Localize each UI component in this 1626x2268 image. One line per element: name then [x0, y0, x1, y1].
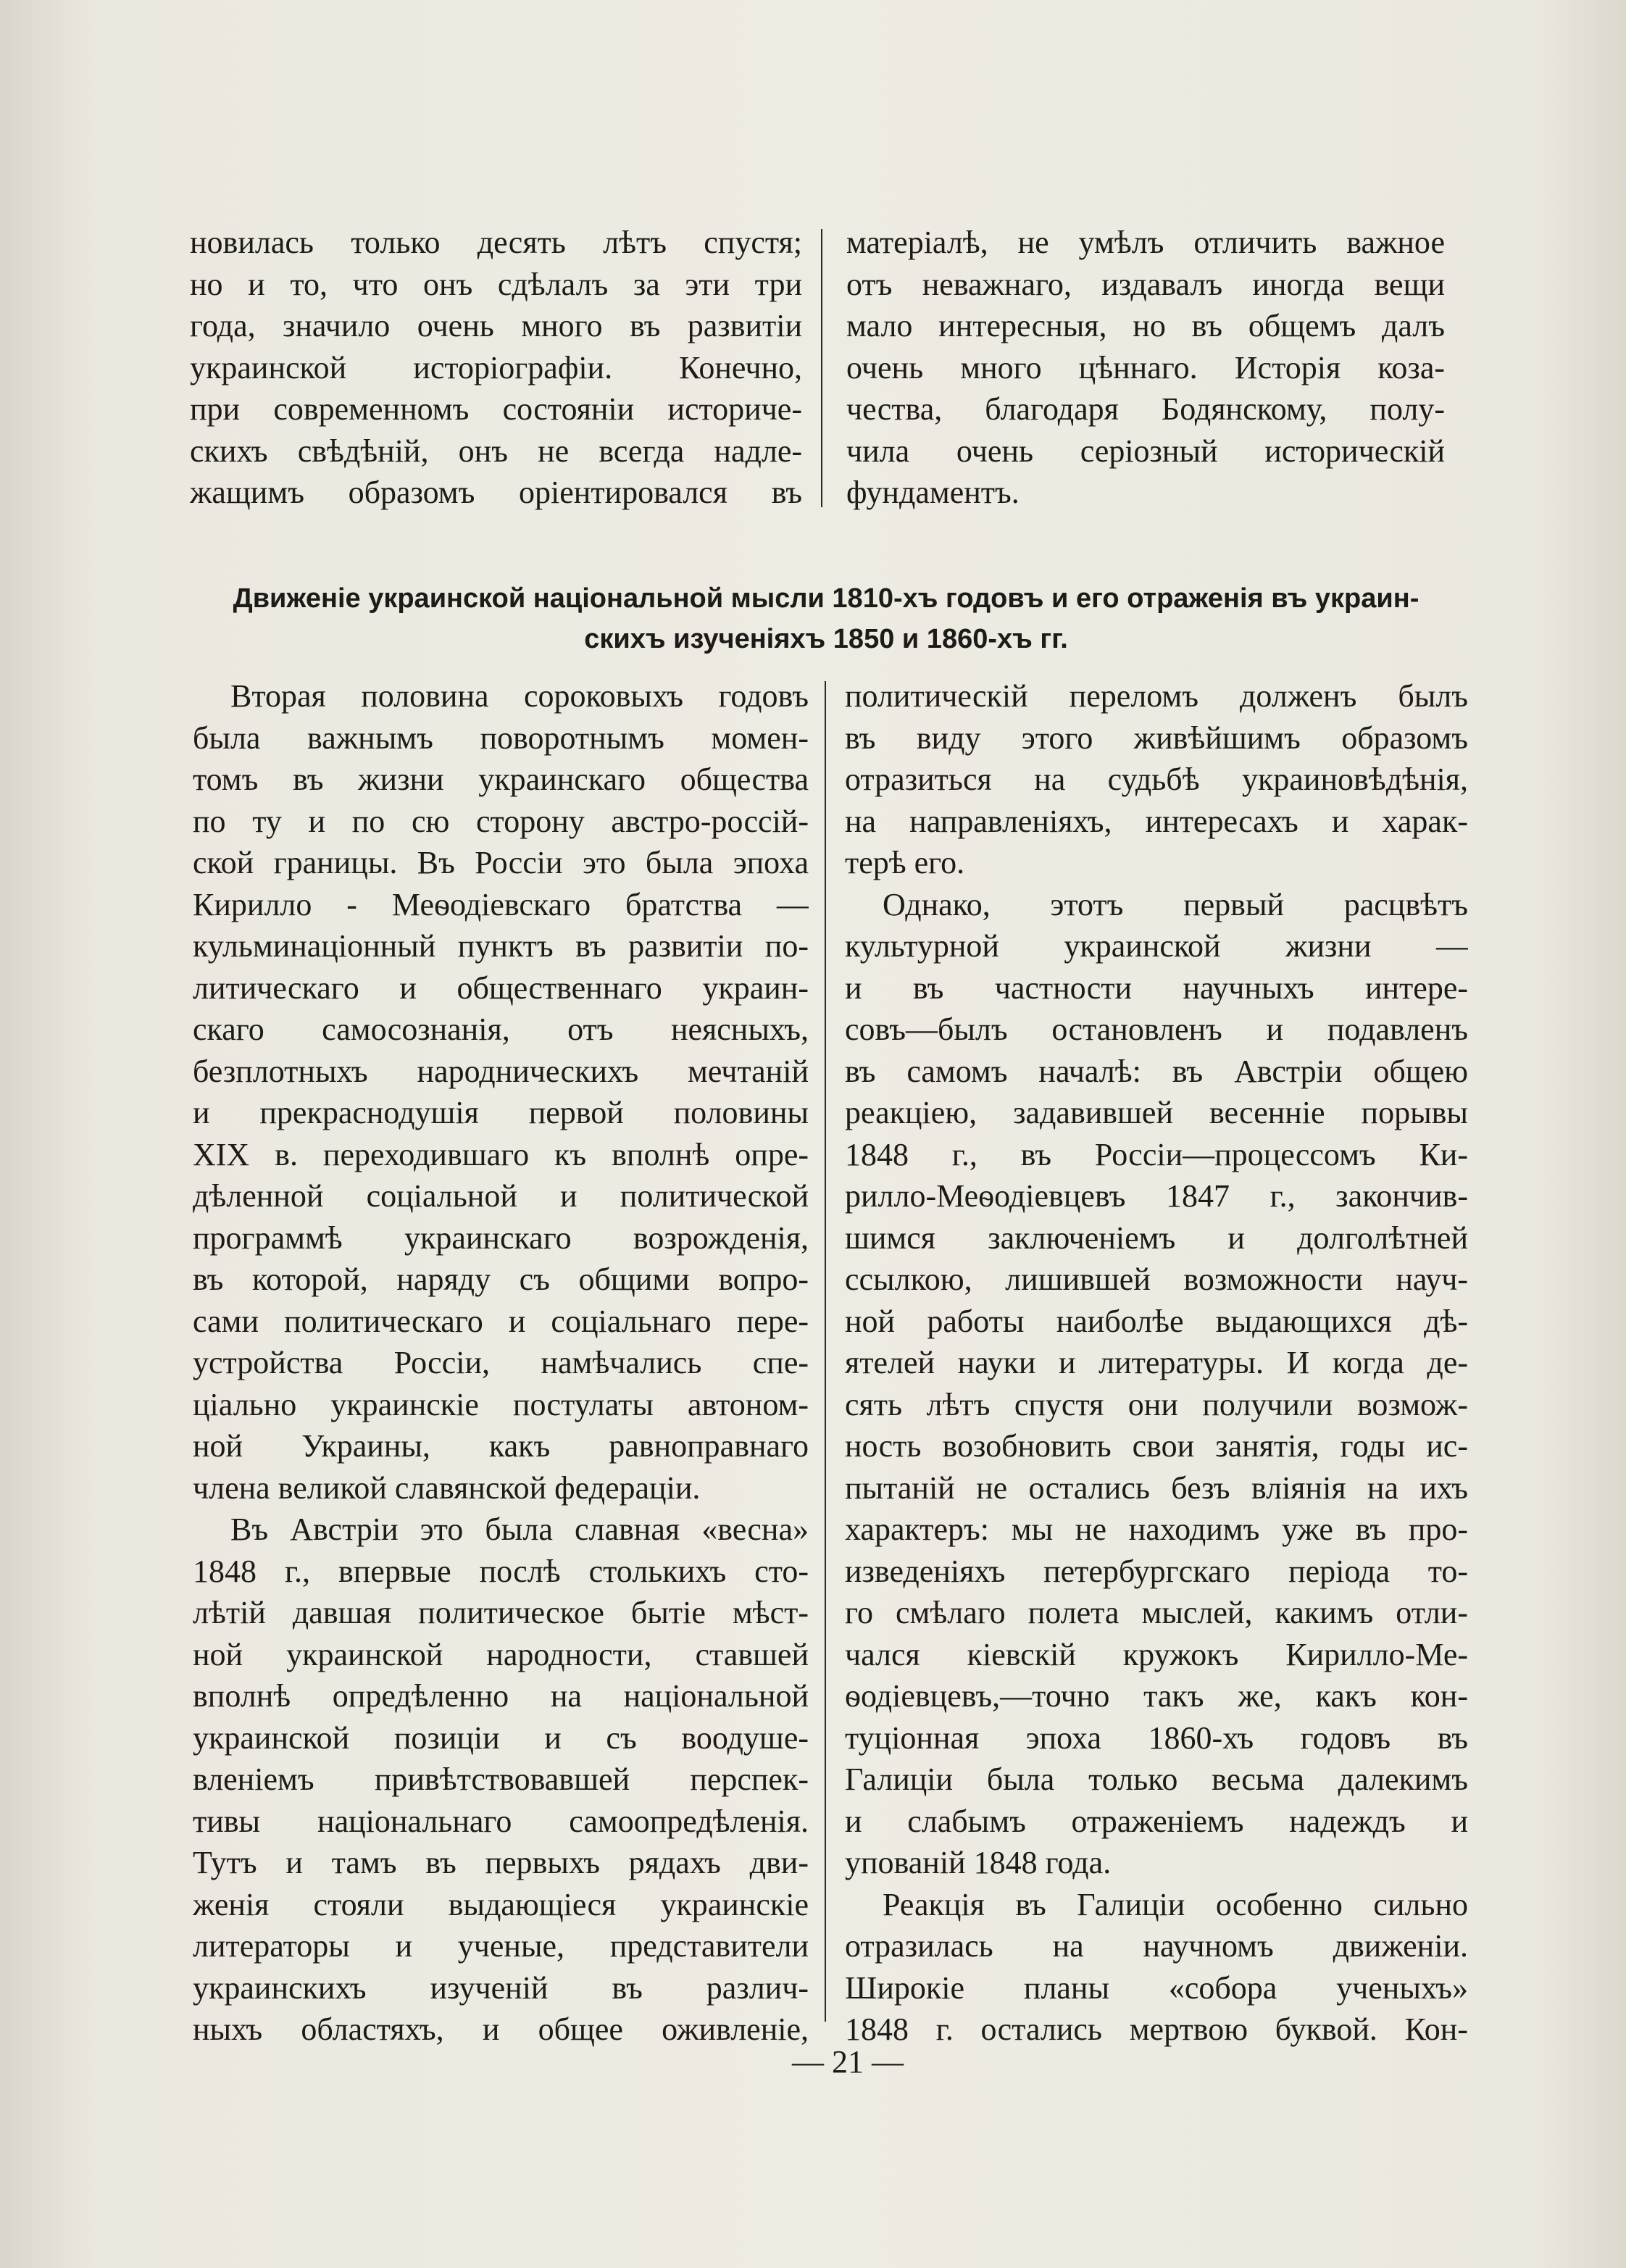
text-line: отъ неважнаго, издавалъ иногда вещи [846, 266, 1445, 302]
text-line: въ которой, наряду съ общими вопро- [193, 1262, 809, 1297]
text-line: скихъ свѣдѣній, онъ не всегда надле- [190, 433, 802, 469]
text-line: сять лѣтъ спустя они получили возмож- [845, 1386, 1468, 1422]
text-line: туціонная эпоха 1860-хъ годовъ въ [845, 1719, 1468, 1756]
text-line: чался кіевскій кружокъ Кирилло-Ме- [845, 1636, 1468, 1672]
text-line: и слабымъ отраженіемъ надеждъ и [845, 1803, 1468, 1839]
column-divider-top [821, 229, 822, 507]
text-line: отразиться на судьбѣ украиновѣдѣнія, [845, 762, 1468, 797]
text-line: 1848 г., впервые послѣ столькихъ сто- [193, 1553, 809, 1589]
text-line: мало интересныя, но въ общемъ далъ [846, 308, 1445, 343]
text-line: 1848 г. остались мертвою буквой. Кон- [845, 2011, 1468, 2047]
text-line: 1848 г., въ Россіи—процессомъ Ки- [845, 1136, 1468, 1172]
text-line: украинской позиціи и съ воодуше- [193, 1719, 809, 1756]
text-line: отразилась на научномъ движеніи. [845, 1928, 1468, 1964]
text-line: была важнымъ поворотнымъ момен- [193, 720, 809, 756]
text-line: новилась только десять лѣтъ спустя; [190, 225, 802, 260]
text-line: реакціею, задавившей весенніе порывы [845, 1095, 1468, 1130]
text-line: ность возобновить свои занятія, годы ис- [845, 1428, 1468, 1464]
text-line: ѳодіевцевъ,—точно такъ же, какъ кон- [845, 1678, 1468, 1714]
text-line: матеріалѣ, не умѣлъ отличить важное [846, 225, 1445, 260]
text-line: ціально украинскіе постулаты автоном- [193, 1386, 809, 1422]
text-line: изведеніяхъ петербургскаго періода то- [845, 1553, 1468, 1589]
text-line: культурной украинской жизни — [845, 928, 1468, 964]
text-line: ной Украины, какъ равноправнаго [193, 1428, 809, 1464]
text-line: Тутъ и тамъ въ первыхъ рядахъ дви- [193, 1845, 809, 1880]
column-divider-main [825, 681, 826, 2022]
main-left-column [193, 675, 809, 2051]
text-line: программѣ украинскаго возрожденія, [193, 1220, 809, 1256]
text-line: совъ—былъ остановленъ и подавленъ [845, 1012, 1468, 1047]
text-line: и прекраснодушія первой половины [193, 1095, 809, 1130]
text-line: сами политическаго и соціальнаго пере- [193, 1303, 809, 1339]
text-line: лѣтій давшая политическое бытіе мѣст- [193, 1595, 809, 1630]
text-line: безплотныхъ народническихъ мечтаній [193, 1053, 809, 1089]
text-line: ссылкою, лишившей возможности науч- [845, 1262, 1468, 1297]
text-line: пытаній не остались безъ вліянія на ихъ [845, 1469, 1468, 1506]
text-line: Кирилло - Меѳодіевскаго братства — [193, 886, 809, 922]
text-line: Широкіе планы «собора ученыхъ» [845, 1969, 1468, 2006]
text-line: года, значило очень много въ развитіи [190, 308, 802, 343]
top-left-column [190, 222, 802, 514]
section-heading [181, 578, 1471, 659]
page-number: — 21 — [792, 2044, 904, 2080]
text-line: ятелей науки и литературы. И когда де- [845, 1345, 1468, 1380]
text-line: политическій переломъ долженъ былъ [845, 678, 1468, 714]
text-line: украинскихъ изученій въ различ- [193, 1969, 809, 2006]
text-line: въ виду этого живѣйшимъ образомъ [845, 720, 1468, 756]
text-line: литическаго и общественнаго украин- [193, 970, 809, 1006]
text-line: на направленіяхъ, интересахъ и харак- [845, 803, 1468, 839]
paragraph-start-line: Вторая половина сороковыхъ годовъ [230, 678, 809, 714]
text-line: украинской исторіографіи. Конечно, [190, 349, 802, 385]
text-line: характеръ: мы не находимъ уже въ про- [845, 1512, 1468, 1547]
text-line: вленіемъ привѣтствовавшей перспек- [193, 1762, 809, 1797]
text-line: рилло-Меѳодіевцевъ 1847 г., закончив- [845, 1178, 1468, 1214]
paragraph-start-line: Реакція въ Галиціи особенно сильно [883, 1886, 1468, 1922]
paragraph-start-line: Однако, этотъ первый расцвѣтъ [883, 886, 1468, 922]
text-line: но и то, что онъ сдѣлалъ за эти три [190, 266, 802, 302]
text-line: очень много цѣннаго. Исторія коза- [846, 349, 1445, 385]
text-line: ской границы. Въ Россіи это была эпоха [193, 845, 809, 880]
text-line: дѣленной соціальной и политической [193, 1178, 809, 1214]
text-line: фундаментъ. [846, 475, 1020, 510]
text-line: женія стояли выдающіеся украинскіе [193, 1886, 809, 1922]
top-right-column [846, 222, 1445, 514]
text-line: терѣ его. [845, 845, 965, 880]
text-line: чества, благодаря Бодянскому, полу- [846, 391, 1445, 427]
text-line: ной работы наиболѣе выдающихся дѣ- [845, 1303, 1468, 1339]
text-line: XIX в. переходившаго къ вполнѣ опре- [193, 1136, 809, 1172]
text-line: и въ частности научныхъ интере- [845, 970, 1468, 1006]
text-line: ной украинской народности, ставшей [193, 1636, 809, 1672]
text-line: ныхъ областяхъ, и общее оживленіе, [193, 2011, 809, 2047]
text-line: члена великой славянской федераціи. [193, 1469, 701, 1506]
heading-line-1: Движеніе украинской національной мысли 1810-хъ годовъ и его отраженія въ украин- [233, 583, 1419, 614]
text-line: жащимъ образомъ оріентировался въ [190, 475, 802, 510]
text-line: скаго самосознанія, отъ неясныхъ, [193, 1012, 809, 1047]
text-line: по ту и по сю сторону австро-россій- [193, 803, 809, 839]
heading-line-2: скихъ изученіяхъ 1850 и 1860-хъ гг. [584, 624, 1068, 654]
text-line: томъ въ жизни украинскаго общества [193, 762, 809, 797]
text-line: устройства Россіи, намѣчались спе- [193, 1345, 809, 1380]
text-line: го смѣлаго полета мыслей, какимъ отли- [845, 1595, 1468, 1630]
paragraph-start-line: Въ Австріи это была славная «весна» [230, 1512, 809, 1547]
text-line: литераторы и ученые, представители [193, 1928, 809, 1964]
text-line: кульминаціонный пунктъ въ развитіи по- [193, 928, 809, 964]
text-line: чила очень серіозный историческій [846, 433, 1445, 469]
text-line: въ самомъ началѣ: въ Австріи общею [845, 1053, 1468, 1089]
text-line: тивы національнаго самоопредѣленія. [193, 1803, 809, 1839]
text-line: шимся заключеніемъ и долголѣтней [845, 1220, 1468, 1256]
text-line: при современномъ состояніи историче- [190, 391, 802, 427]
main-right-column [845, 675, 1468, 2051]
text-line: упованій 1848 года. [845, 1845, 1112, 1880]
text-line: вполнѣ опредѣленно на національной [193, 1678, 809, 1714]
text-line: Галиціи была только весьма далекимъ [845, 1762, 1468, 1797]
